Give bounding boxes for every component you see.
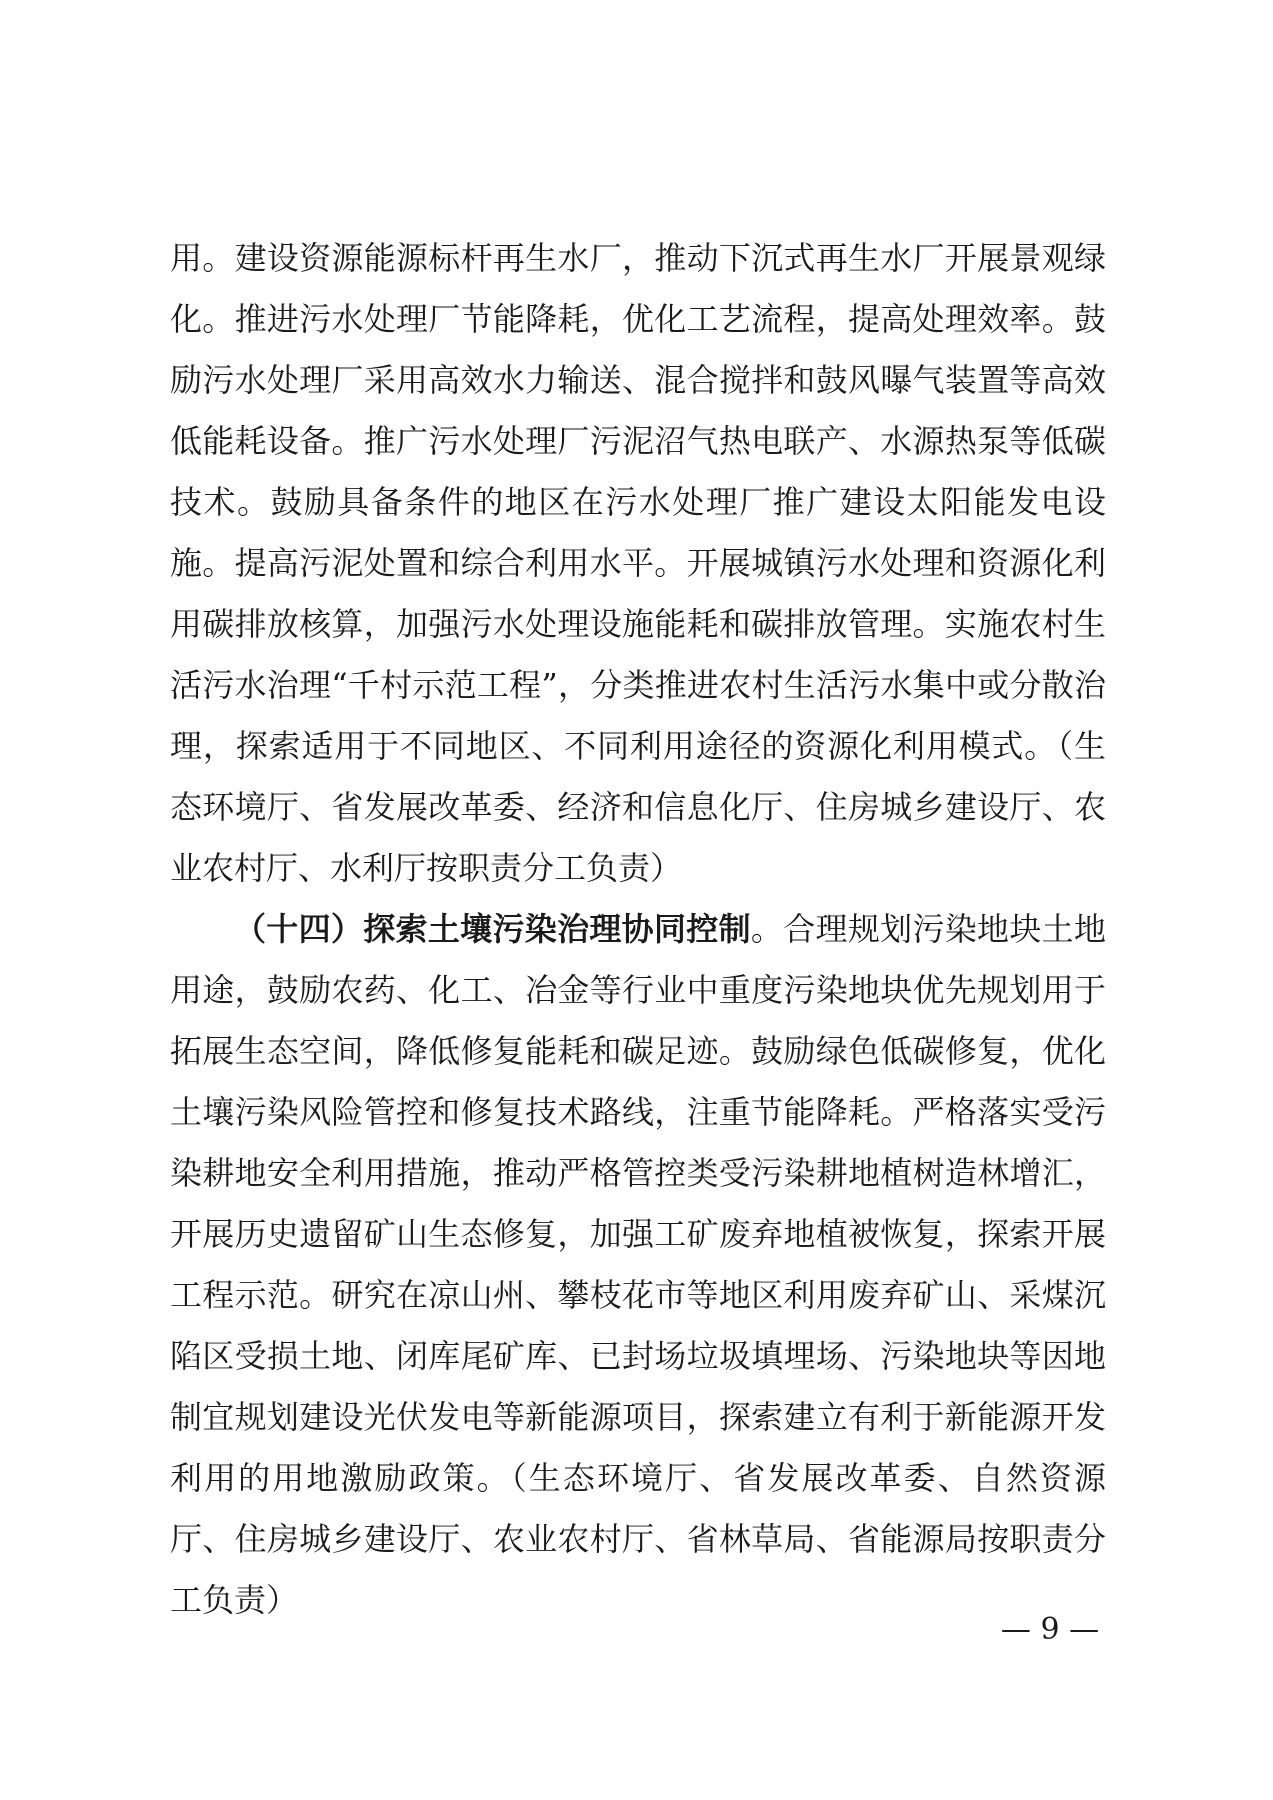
paragraph-section-14 <box>170 899 1106 1631</box>
paragraph-text: 用。建设资源能源标杆再生水厂，推动下沉式再生水厂开展景观绿化。推进污水处理厂节能降耗，优化工艺流程，提高处理效率。鼓励污水处理厂采用高效水力输送、混合搅拌和鼓风曝气装置等高效低能耗设备。推广污水处理厂污泥沼气热电联产、水源热泵等低碳技术。鼓励具备条件的地区在污水处理厂推广建设太阳能发电设施。提高污泥处置和综合利用水平。开展城镇污水处理和资源化利用碳排放核算，加强污水处理设施能耗和碳排放管理。实施农村生活污水治理“千村示范工程”，分类推进农村生活污水集中或分散治理，探索适用于不同地区、不同利用途径的资源化利用模式。（生态环境厅、省发展改革委、经济和信息化厅、住房城乡建设厅、农业农村厅、水利厅按职责分工负责） <box>170 239 1106 887</box>
paragraph-text: 。合理规划污染地块土地用途，鼓励农药、化工、冶金等行业中重度污染地块优先规划用于拓展生态空间，降低修复能耗和碳足迹。鼓励绿色低碳修复，优化土壤污染风险管控和修复技术路线，注重节能降耗。严格落实受污染耕地安全利用措施，推动严格管控类受污染耕地植树造林增汇，开展历史遗留矿山生态修复，加强工矿废弃地植被恢复，探索开展工程示范。研究在凉山州、攀枝花市等地区利用废弃矿山、采煤沉陷区受损土地、闭库尾矿库、已封场垃圾填埋场、污染地块等因地制宜规划建设光伏发电等新能源项目，探索建立有利于新能源开发利用的用地激励政策。（生态环境厅、省发展改革委、自然资源厅、住房城乡建设厅、农业农村厅、省林草局、省能源局按职责分工负责） <box>170 910 1106 1619</box>
paragraph-continuation <box>170 228 1106 899</box>
document-body <box>170 228 1106 1631</box>
page-number: — 9 — <box>1000 1612 1100 1647</box>
section-heading: （十四）探索土壤污染治理协同控制 <box>234 910 751 948</box>
